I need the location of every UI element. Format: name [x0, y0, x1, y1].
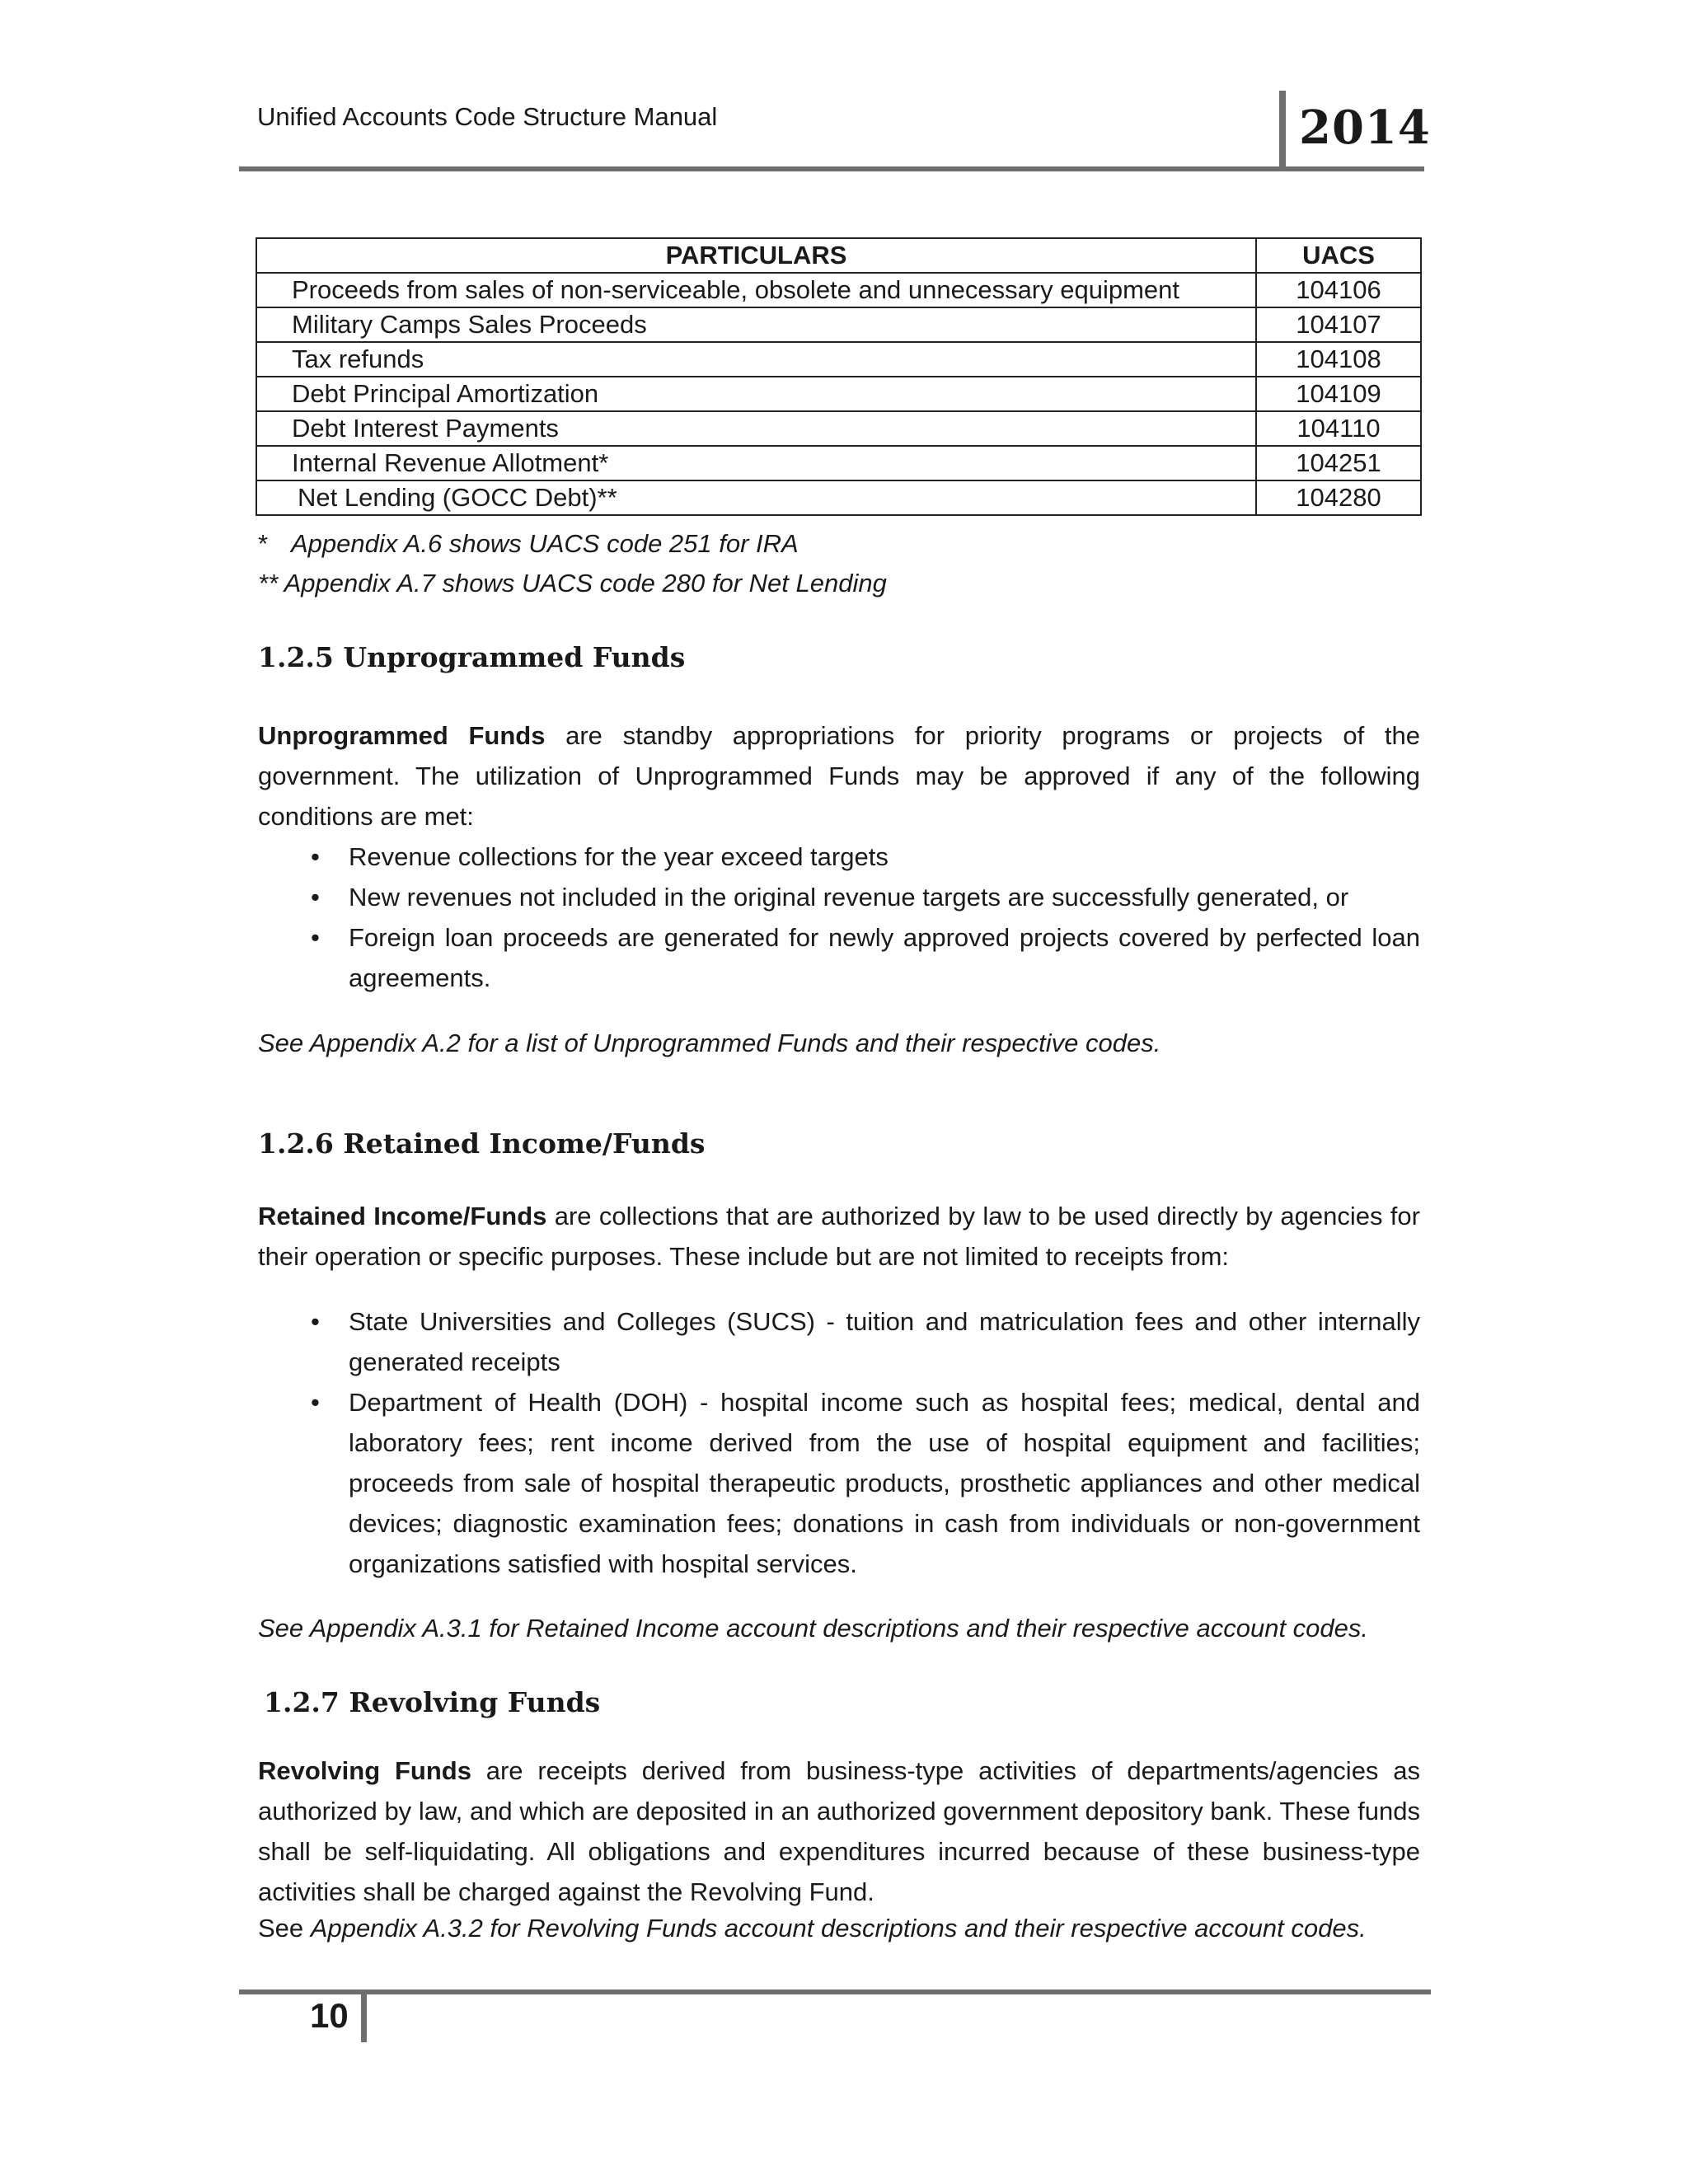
term-unprogrammed-funds: Unprogrammed Funds	[258, 721, 546, 750]
list-item-text: Revenue collections for the year exceed targets	[349, 842, 889, 871]
unprogrammed-conditions-list	[258, 837, 1420, 998]
row-code: 104107	[1256, 307, 1421, 342]
see-appendix-a3-2	[258, 1908, 1420, 1948]
bullet-icon: •	[311, 842, 320, 871]
row-particular: Debt Principal Amortization	[256, 377, 1256, 411]
footnote-1-mark: *	[258, 529, 269, 558]
running-header-year: 2014	[1299, 101, 1431, 155]
footer-divider-bar	[361, 1993, 367, 2042]
row-code: 104108	[1256, 342, 1421, 377]
table-row	[256, 273, 1421, 307]
list-item	[258, 1301, 1420, 1382]
bullet-icon: •	[311, 923, 320, 952]
footnote-1-text: Appendix A.6 shows UACS code 251 for IRA	[291, 529, 799, 558]
table-row	[256, 480, 1421, 515]
list-item-text: State Universities and Colleges (SUCS) - tuition and matriculation fees and other internally generated receipts	[349, 1307, 1420, 1376]
list-item	[258, 917, 1420, 998]
list-item	[258, 1382, 1420, 1584]
running-header-title: Unified Accounts Code Structure Manual	[257, 102, 718, 131]
row-particular: Proceeds from sales of non-serviceable, obsolete and unnecessary equipment	[256, 273, 1256, 307]
row-particular: Net Lending (GOCC Debt)**	[256, 480, 1256, 515]
row-code: 104280	[1256, 480, 1421, 515]
list-item	[258, 837, 1420, 877]
unprogrammed-funds-paragraph	[258, 715, 1420, 837]
row-particular: Internal Revenue Allotment*	[256, 446, 1256, 480]
term-retained-income: Retained Income/Funds	[258, 1202, 547, 1230]
footer-rule	[239, 1990, 1431, 1994]
page-number: 10	[310, 1996, 349, 2035]
section-heading-1-2-6: 1.2.6 Retained Income/Funds	[258, 1127, 706, 1160]
column-header-particulars: PARTICULARS	[256, 238, 1256, 273]
retained-income-text: are collections that are authorized by law to be used directly by agencies for their operation or specific purposes. These include but are not limited to receipts from:	[258, 1202, 1420, 1271]
revolving-funds-paragraph	[258, 1750, 1420, 1912]
table-row	[256, 307, 1421, 342]
row-particular: Tax refunds	[256, 342, 1256, 377]
term-revolving-funds: Revolving Funds	[258, 1756, 471, 1785]
section-heading-1-2-7: 1.2.7 Revolving Funds	[264, 1686, 601, 1718]
table-footnote-1	[258, 529, 799, 559]
unprogrammed-funds-text: are standby appropriations for priority programs or projects of the government. The utilization of Unprogrammed Funds may be approved if any of the following conditions are met:	[258, 721, 1421, 831]
list-item-text: Department of Health (DOH) - hospital income such as hospital fees; medical, dental and laboratory fees; rent income derived from the use of hospital equipment and facilities; proceeds from sale of hospital therapeutic products, prosthetic appliances and other medical devices; diagnostic examination fees; donations in cash from individuals or non-government organizations satisfied with hospital services.	[349, 1388, 1420, 1578]
table-footnote-2: ** Appendix A.7 shows UACS code 280 for Net Lending	[258, 569, 887, 598]
table-row	[256, 342, 1421, 377]
table-row	[256, 446, 1421, 480]
bullet-icon: •	[311, 1307, 320, 1336]
column-header-uacs: UACS	[1256, 238, 1421, 273]
table-row	[256, 377, 1421, 411]
see-appendix-a2: See Appendix A.2 for a list of Unprogrammed Funds and their respective codes.	[258, 1029, 1161, 1057]
header-divider-bar	[1279, 91, 1286, 170]
revolving-funds-text: are receipts derived from business-type activities of departments/agencies as authorized by law, and which are deposited in an authorized government depository bank. These funds shall be self-liquidating. All obligations and expenditures incurred because of these business-type activities shall be charged against the Revolving Fund.	[258, 1756, 1420, 1906]
row-code: 104251	[1256, 446, 1421, 480]
table-header-row	[256, 238, 1421, 273]
row-particular: Debt Interest Payments	[256, 411, 1256, 446]
list-item-text: Foreign loan proceeds are generated for newly approved projects covered by perfected loan agreements.	[349, 923, 1420, 992]
list-item	[258, 877, 1420, 917]
row-particular: Military Camps Sales Proceeds	[256, 307, 1256, 342]
row-code: 104110	[1256, 411, 1421, 446]
row-code: 104109	[1256, 377, 1421, 411]
uacs-table	[256, 237, 1422, 516]
see-prefix: See	[258, 1914, 311, 1943]
retained-income-paragraph	[258, 1196, 1420, 1277]
list-item-text: New revenues not included in the original revenue targets are successfully generated, or	[349, 883, 1349, 912]
bullet-icon: •	[311, 1388, 320, 1417]
bullet-icon: •	[311, 883, 320, 912]
table-row	[256, 411, 1421, 446]
row-code: 104106	[1256, 273, 1421, 307]
retained-income-sources-list	[258, 1301, 1420, 1584]
see-appendix-a3-2-text: Appendix A.3.2 for Revolving Funds account descriptions and their respective account codes.	[310, 1914, 1367, 1943]
see-appendix-a3-1: See Appendix A.3.1 for Retained Income account descriptions and their respective account codes.	[258, 1614, 1369, 1643]
header-rule	[239, 166, 1424, 171]
section-heading-1-2-5: 1.2.5 Unprogrammed Funds	[258, 641, 686, 673]
